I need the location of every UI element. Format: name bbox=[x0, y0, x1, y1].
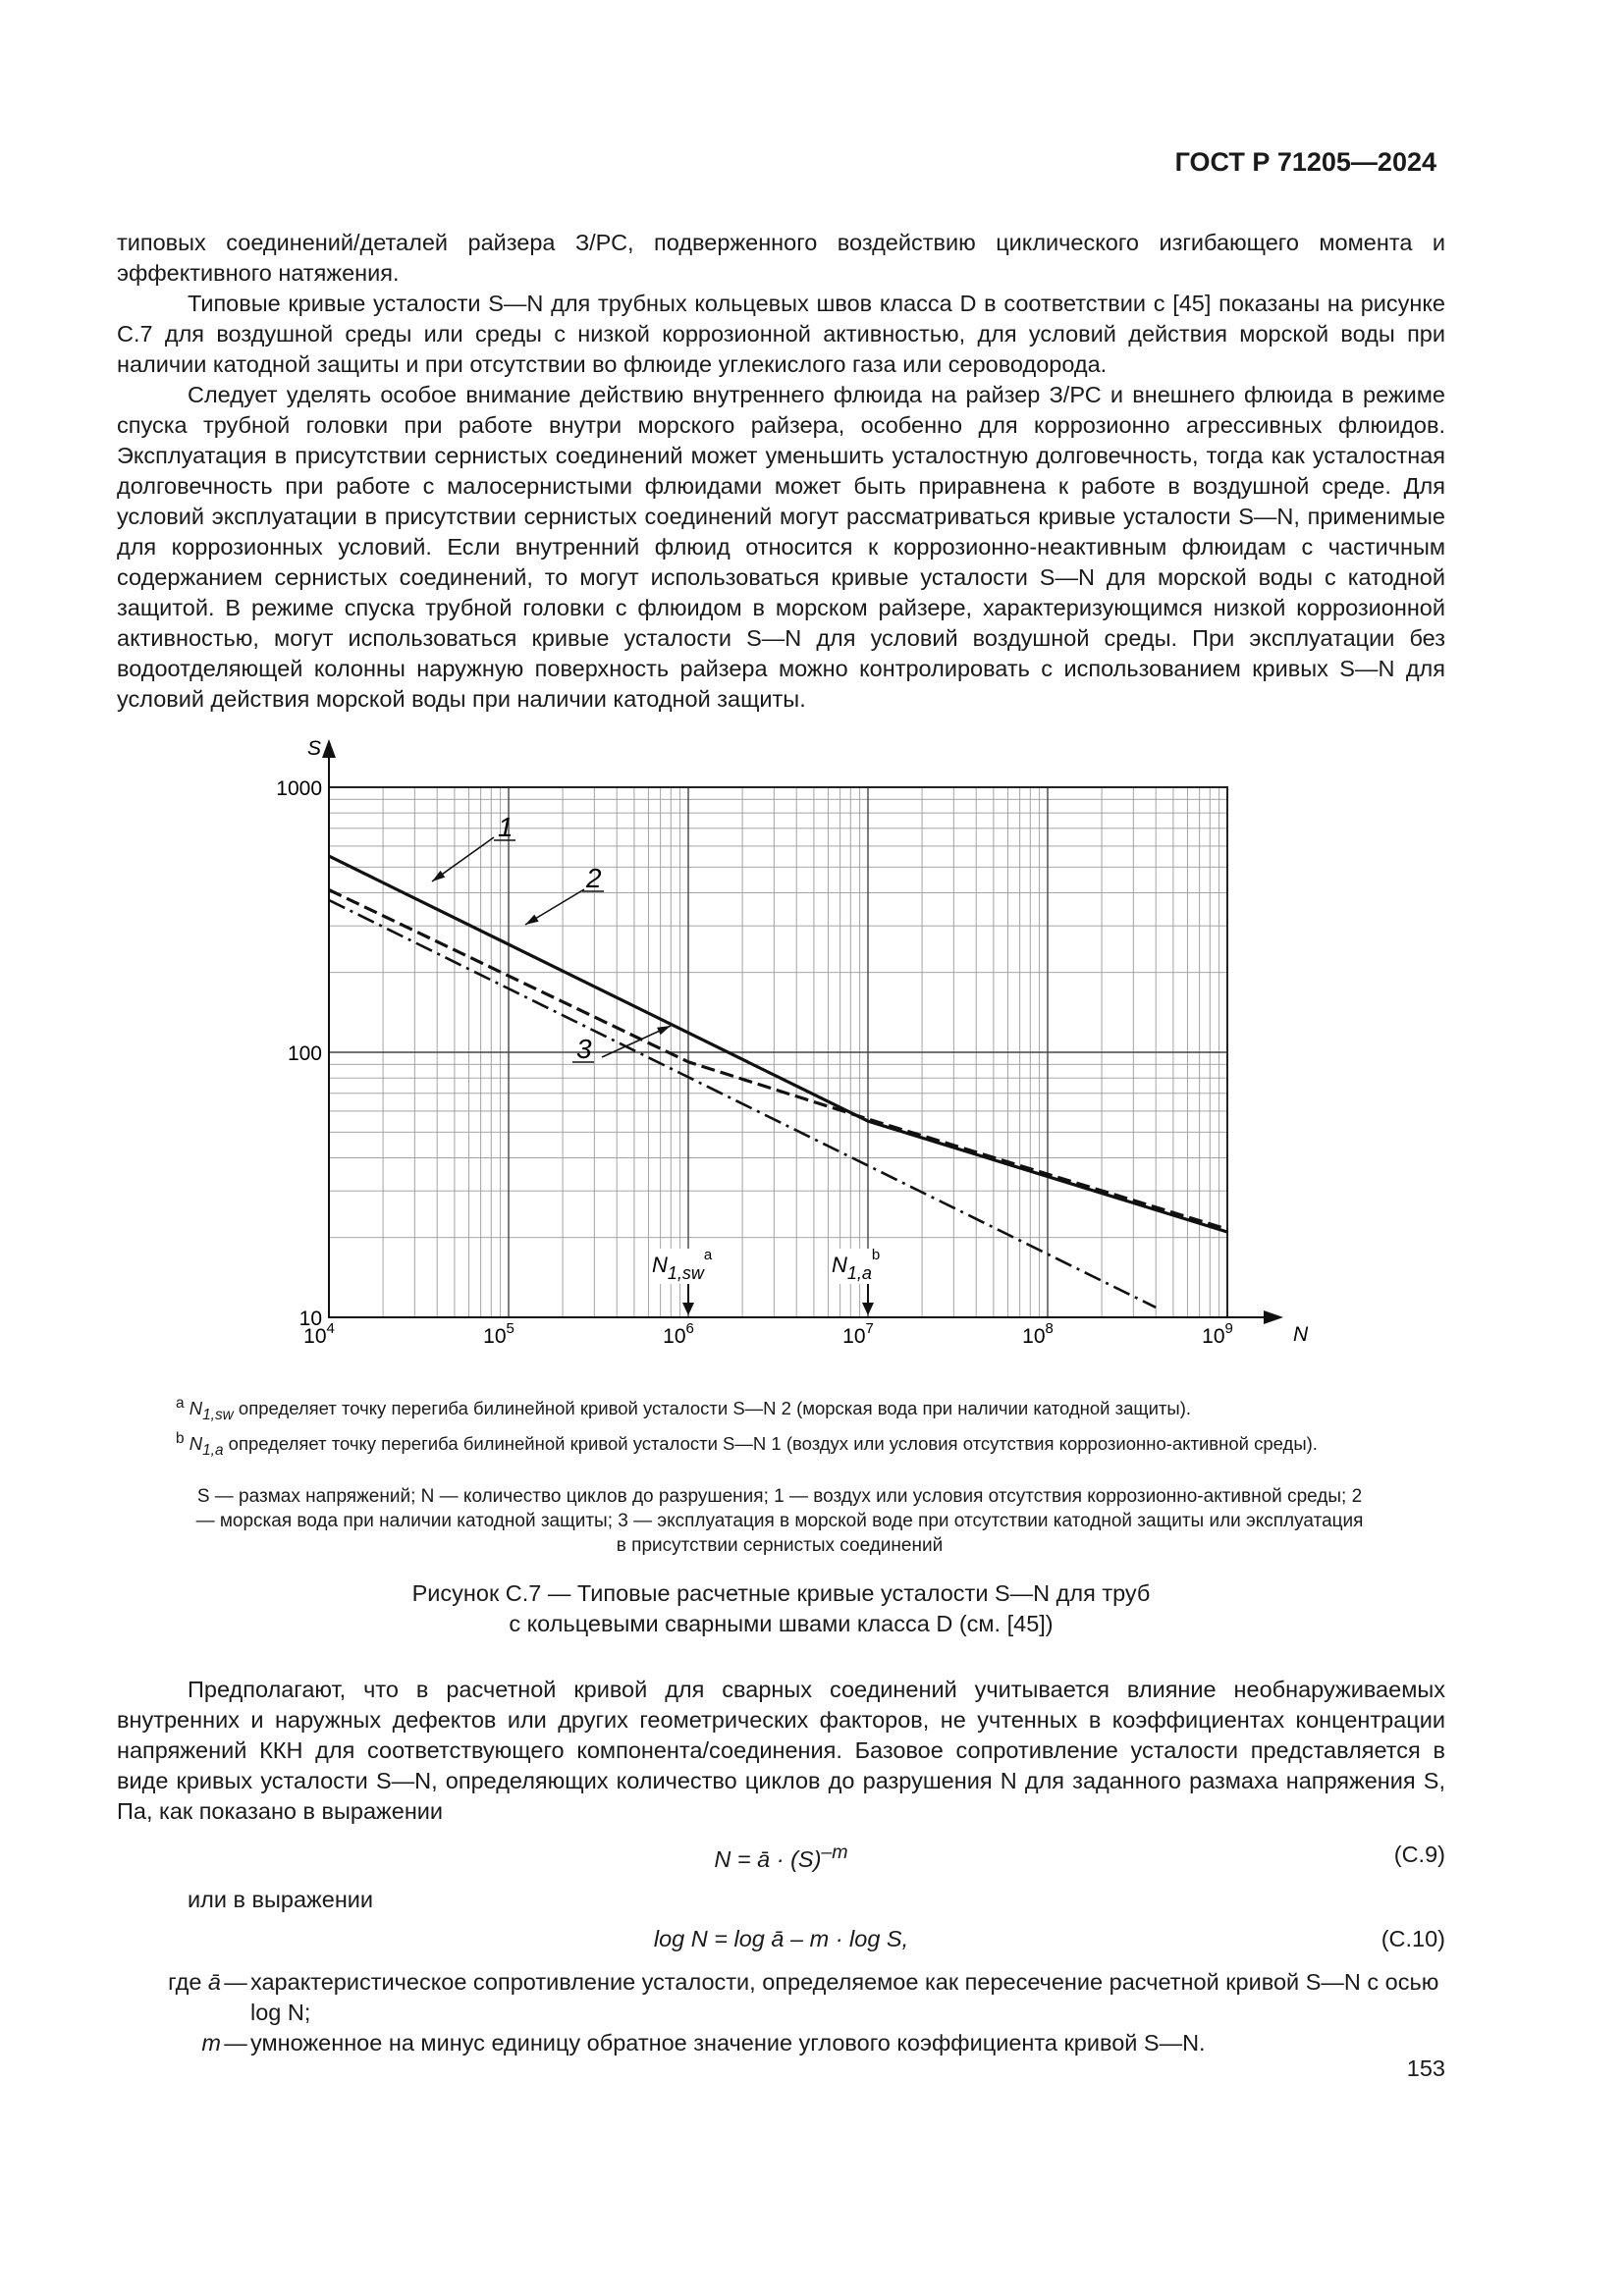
annotation-label: $N_{1,a}^b$ bbox=[832, 1247, 881, 1283]
paragraph: Типовые кривые усталости S—N для трубных кольцевых швов класса D в соответствии с [45] показаны на рисунке С.7 для воздушной среды или среды с низкой коррозионной активностью, для условий действия морской воды при наличии катодной защиты и при отсутствии во флюиде углекислого газа или сероводорода. bbox=[117, 291, 1445, 377]
x-tick-label: $10^7$ bbox=[842, 1320, 874, 1348]
or-text: или в выражении bbox=[188, 1887, 374, 1912]
x-tick-label: $10^6$ bbox=[663, 1320, 694, 1348]
callout-arrowhead bbox=[525, 915, 539, 925]
x-tick-label: $10^4$ bbox=[303, 1320, 335, 1348]
callout-label: 1 bbox=[498, 812, 514, 842]
definition-row: m — умноженное на минус единицу обратное значение углового коэффициента кривой S—N. bbox=[201, 2030, 1206, 2056]
figure-legend: S — размах напряжений; N — количество циклов до разрушения; 1 — воздух или условия отсутствия коррозионно-активной среды; 2 — морская вода при наличии катодной защиты; 3 — эксплуатация в морской воде при отсутствии катодной защиты или эксплуатация в присутствии сернистых соединений bbox=[195, 1486, 1364, 1556]
paragraph: Предполагают, что в расчетной кривой для сварных соединений учитывается влияние необнаруживаемых внутренних и наружных дефектов или других геометрических факторов, не учтенных в коэффициентах концентрации напряжений ККН для соответствующего компонента/соединения. Базовое сопротивление усталости представляется в виде кривых усталости S—N, определяющих количество циклов до разрушения N для заданного размаха напряжения S, Па, как показано в выражении bbox=[117, 1677, 1445, 1824]
y-axis-arrow bbox=[322, 739, 336, 758]
figure-caption bbox=[117, 1578, 1445, 1639]
formula-c10: log N = log ā – m · log S, (С.10) bbox=[653, 1926, 1445, 1951]
x-tick-label: $10^9$ bbox=[1202, 1320, 1233, 1348]
caption-line: Рисунок С.7 — Типовые расчетные кривые усталости S—N для труб bbox=[411, 1580, 1151, 1606]
figure-footnotes bbox=[176, 1392, 1452, 1463]
x-tick-label: $10^8$ bbox=[1022, 1320, 1054, 1348]
body-text-bottom bbox=[117, 1675, 1445, 1827]
paragraph: Следует уделять особое внимание действию внутреннего флюида на райзер З/РС и внешнего флюида в режиме спуска трубной головки при работе внутри морского райзера, особенно для коррозионно агрессивных флюидов. Эксплуатация в присутствии сернистых соединений может уменьшить усталостную долговечность, тогда как усталостная долговечность при работе с малосернистыми флюидами может быть приравнена к работе в воздушной среде. Для условий эксплуатации в присутствии сернистых соединений могут рассматриваться кривые усталости S—N, применимые для коррозионных условий. Если внутренний флюид относится к коррозионно-неактивным флюидам с частичным содержанием сернистых соединений, то могут использоваться кривые усталости S—N для морской воды с катодной защитой. В режиме спуска трубной головки с флюидом в морском райзере, характеризующимся низкой коррозионной активностью, могут использоваться кривые усталости S—N для условий воздушной среды. При эксплуатации без водоотделяющей колонны наружную поверхность райзера можно контролировать с использованием кривых S—N для условий действия морской воды при наличии катодной защиты. bbox=[117, 382, 1445, 712]
footnote: $^b$ $N_{1,a}$ определяет точку перегиба билинейной кривой усталости S—N 1 (воздух или условия отсутствия коррозионно-активной среды). bbox=[176, 1429, 1318, 1459]
callout-label: 3 bbox=[576, 1034, 592, 1064]
callout-arrowhead bbox=[657, 1026, 671, 1035]
annotation-arrowhead bbox=[682, 1303, 694, 1315]
series-line-1 bbox=[329, 856, 1227, 1232]
annotation-arrowhead bbox=[862, 1303, 874, 1315]
page-number: 153 bbox=[1406, 2056, 1445, 2081]
sn-curve-chart bbox=[270, 731, 1311, 1360]
x-tick-label: $10^5$ bbox=[483, 1320, 514, 1348]
y-axis-label: S bbox=[307, 737, 322, 760]
y-tick-label: 1000 bbox=[276, 777, 322, 800]
callout-label: 2 bbox=[586, 863, 602, 893]
definition-row: где ā — характеристическое сопротивление усталости, определяемое как пересечение расчетной кривой S—N с осью log N; bbox=[168, 1969, 1439, 2025]
x-axis-label: N bbox=[1293, 1323, 1309, 1346]
caption-line: с кольцевыми сварными швами класса D (см. [45]) bbox=[509, 1611, 1054, 1636]
body-text-top bbox=[117, 228, 1445, 715]
formula-c9: N = ā · $(S)^{-m}$ (С.9) bbox=[714, 1842, 1445, 1872]
series-line-2 bbox=[329, 890, 1227, 1230]
y-tick-label: 100 bbox=[287, 1042, 322, 1065]
annotation-label: $N_{1,sw}^a$ bbox=[652, 1247, 713, 1283]
y-tick-label: 10 bbox=[298, 1308, 322, 1330]
callout-arrowhead bbox=[432, 871, 445, 881]
definitions bbox=[117, 1967, 1445, 2058]
footnote: $^a$ $N_{1,sw}$ определяет точку перегиба билинейной кривой усталости S—N 2 (морская вода при наличии катодной защиты). bbox=[176, 1395, 1192, 1423]
document-header: ГОСТ Р 71205—2024 bbox=[1174, 147, 1436, 177]
x-axis-arrow bbox=[1264, 1310, 1283, 1324]
paragraph: типовых соединений/деталей райзера З/РС, подверженного воздействию циклического изгибающего момента и эффективного натяжения. bbox=[117, 230, 1445, 286]
